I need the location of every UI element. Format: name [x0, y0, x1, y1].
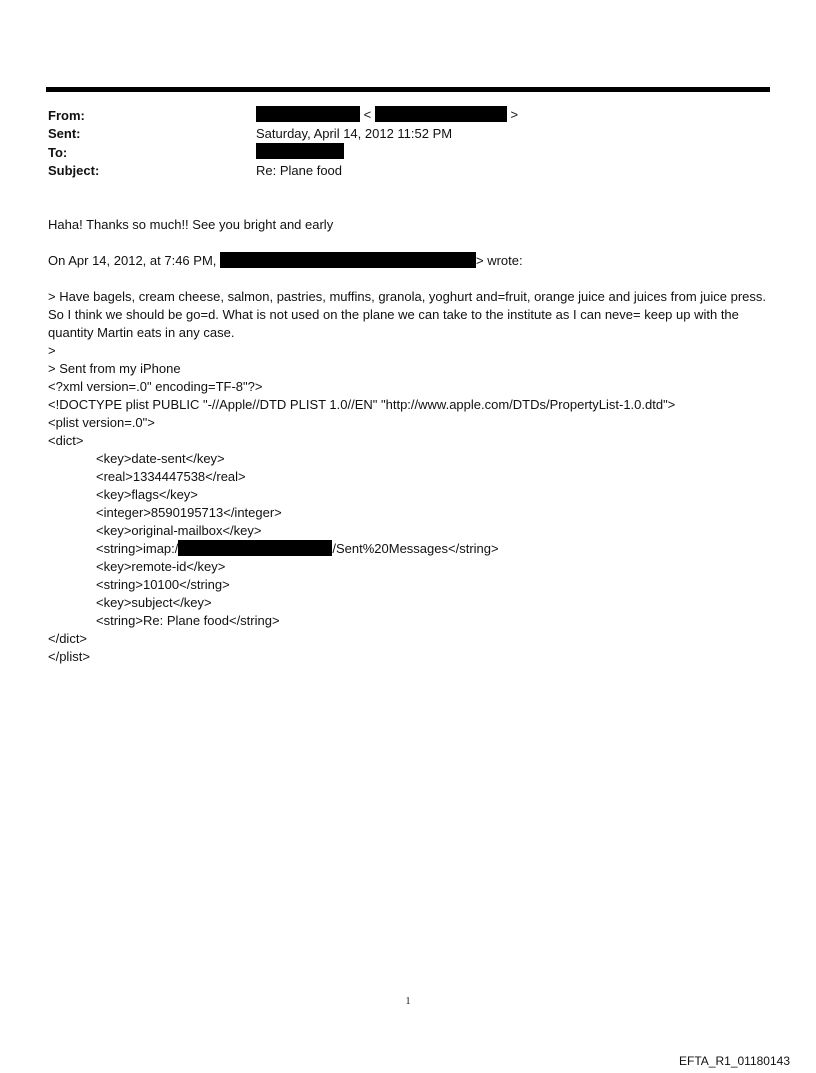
document-id: EFTA_R1_01180143 [679, 1054, 790, 1068]
sent-value: Saturday, April 14, 2012 11:52 PM [256, 126, 453, 141]
reply-text: Haha! Thanks so much!! See you bright and early [48, 217, 334, 232]
xml-line-prefix: <string>imap:/ [96, 541, 179, 556]
xml-line [48, 540, 768, 558]
xml-line: <key>remote-id</key> [96, 559, 226, 574]
header-rule [46, 87, 770, 92]
xml-line: <!DOCTYPE plist PUBLIC "-//Apple//DTD PLIST 1.0//EN" "http://www.apple.com/DTDs/PropertyList-1.0.dtd"> [48, 397, 676, 412]
redaction-block [178, 540, 332, 556]
redaction-block [375, 106, 507, 122]
redaction-block [256, 106, 360, 122]
xml-line: <key>flags</key> [96, 487, 198, 502]
from-close-bracket: > [510, 107, 519, 122]
xml-line: <key>subject</key> [96, 595, 212, 610]
subject-label: Subject: [48, 163, 100, 178]
page-number: 1 [405, 996, 411, 1007]
redaction-block [256, 143, 344, 159]
xml-line: <dict> [48, 433, 84, 448]
xml-line: <integer>8590195713</integer> [96, 505, 282, 520]
from-open-bracket: < [363, 107, 372, 122]
quoted-line: > Sent from my iPhone [48, 361, 181, 376]
xml-line: </plist> [48, 649, 90, 664]
xml-line: <real>1334447538</real> [96, 469, 246, 484]
xml-line-suffix: /Sent%20Messages</string> [332, 541, 499, 556]
xml-line: <?xml version=.0" encoding=TF-8"?> [48, 379, 263, 394]
to-value [256, 143, 344, 159]
xml-line: <key>date-sent</key> [96, 451, 225, 466]
xml-line: <plist version=.0"> [48, 415, 155, 430]
xml-line: </dict> [48, 631, 88, 646]
quote-intro-prefix: On Apr 14, 2012, at 7:46 PM, [48, 253, 217, 268]
xml-line: <key>original-mailbox</key> [96, 523, 262, 538]
to-label: To: [48, 145, 68, 160]
quote-intro-suffix: > wrote: [476, 253, 523, 268]
xml-line: <string>10100</string> [96, 577, 230, 592]
quoted-line: > [48, 343, 56, 358]
sent-label: Sent: [48, 126, 81, 141]
xml-line: <string>Re: Plane food</string> [96, 613, 280, 628]
from-label: From: [48, 108, 85, 123]
quoted-message [48, 288, 768, 666]
quoted-line: > Have bagels, cream cheese, salmon, pastries, muffins, granola, yoghurt and=fruit, orange juice and juices from juice press. So I think we should be go=d. What is not used on the plane we can take to the institute as I can neve= keep up with the quantity Martin eats in any case. [48, 289, 767, 340]
from-value [256, 106, 518, 122]
redaction-block [220, 252, 476, 268]
quote-intro [48, 252, 768, 270]
subject-value: Re: Plane food [256, 163, 343, 178]
